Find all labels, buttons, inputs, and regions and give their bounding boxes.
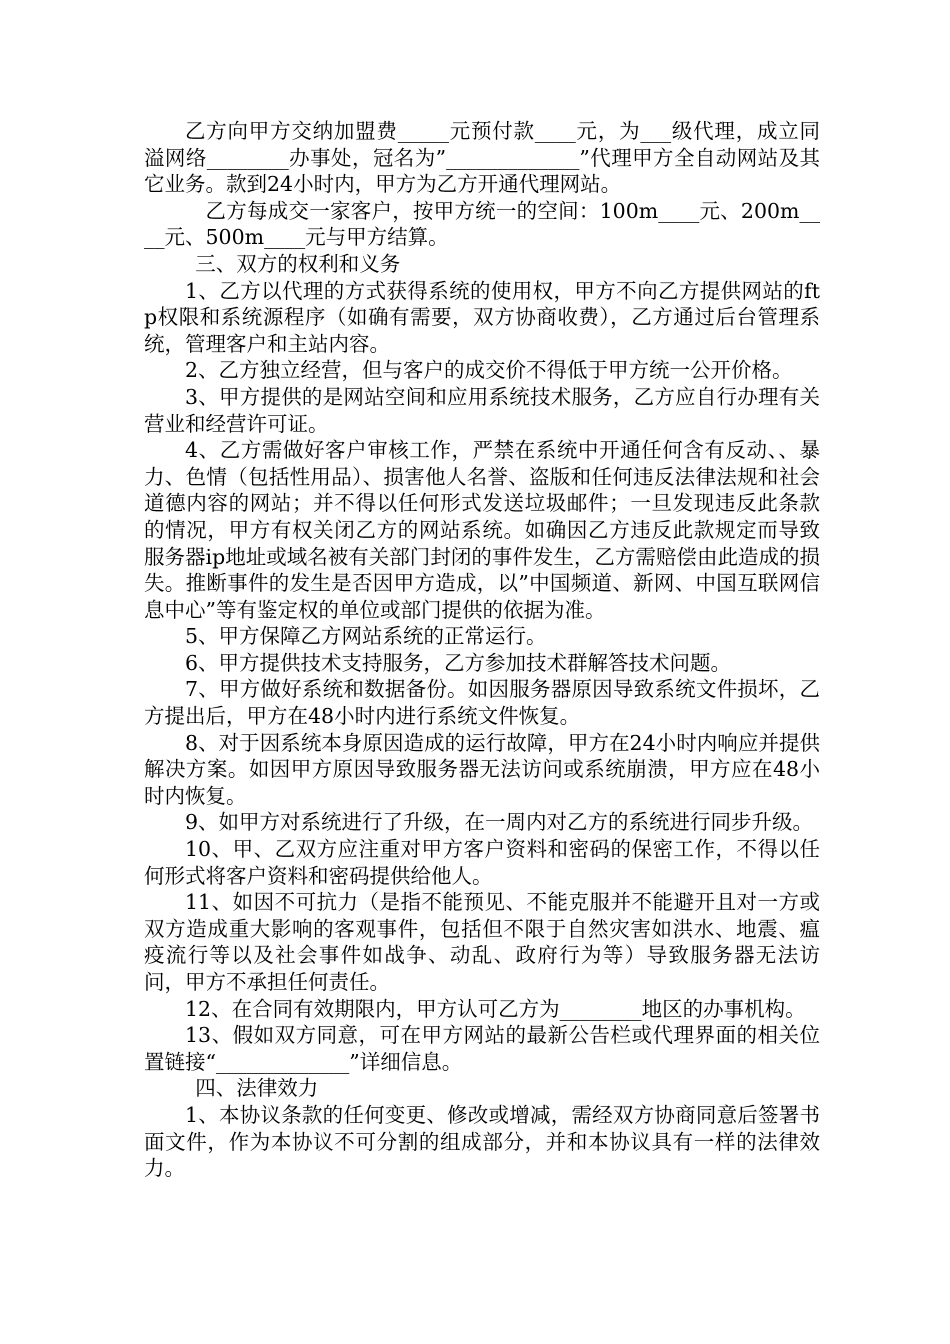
clause-9: 9、如甲方对系统进行了升级，在一周内对乙方的系统进行同步升级。 [185, 810, 814, 835]
section-heading-rights: 三、双方的权利和义务 [195, 251, 401, 276]
clause-8: 8、对于因系统本身原因造成的运行故障，甲方在24小时内响应并提供解决方案。如因甲方原因导致服务器无法访问或系统崩溃，甲方应在48小时内恢复。 [144, 730, 820, 808]
clause-7: 7、甲方做好系统和数据备份。如因服务器原因导致系统文件损坏，乙方提出后，甲方在48小时内进行系统文件恢复。 [144, 677, 820, 729]
clause-2: 2、乙方独立经营，但与客户的成交价不得低于甲方统一公开价格。 [185, 358, 793, 383]
clause-10: 10、甲、乙双方应注重对甲方客户资料和密码的保密工作，不得以任何形式将客户资料和密码提供给他人。 [144, 837, 820, 888]
legal-clause-1: 1、本协议条款的任何变更、修改或增减，需经双方协商同意后签署书面文件，作为本协议不可分割的组成部分，并和本协议具有一样的法律效力。 [144, 1102, 820, 1181]
document-body [144, 118, 820, 1182]
clause-11: 11、如因不可抗力（是指不能预见、不能克服并不能避开且对一方或双方造成重大影响的客观事件，包括但不限于自然灾害如洪水、地震、瘟疫流行等以及社会事件如战争、动乱、政府行为等）导致服务器无法访问，甲方不承担任何责任。 [144, 890, 820, 994]
paragraph-franchise-fee: 乙方向甲方交纳加盟费_____元预付款____元，为___级代理，成立同溢网络________办事处，冠名为”_____________”代理甲方全自动网站及其它业务。款到24小时内，甲方为乙方开通代理网站。 [144, 119, 820, 197]
clause-4: 4、乙方需做好客户审核工作，严禁在系统中开通任何含有反动、、暴力、色情（包括性用品）、损害他人名誉、盗版和任何违反法律法规和社会道德内容的网站；并不得以任何形式发送垃圾邮件；一旦发现违反此条款的情况，甲方有权关闭乙方的网站系统。如确因乙方违反此款规定而导致服务器ip地址或域名被有关部门封闭的事件发生，乙方需赔偿由此造成的损失。推断事件的发生是否因甲方造成，以”中国频道、新网、中国互联网信息中心”等有鉴定权的单位或部门提供的依据为准。 [144, 438, 820, 622]
clause-6: 6、甲方提供技术支持服务，乙方参加技术群解答技术问题。 [185, 650, 732, 675]
clause-1: 1、乙方以代理的方式获得系统的使用权，甲方不向乙方提供网站的ftp权限和系统源程序（如确有需要，双方协商收费），乙方通过后台管理系统，管理客户和主站内容。 [144, 278, 820, 356]
clause-3: 3、甲方提供的是网站空间和应用系统技术服务，乙方应自行办理有关营业和经营许可证。 [144, 384, 820, 436]
paragraph-settlement: 乙方每成交一家客户，按甲方统一的空间：100m____元、200m____元、500m____元与甲方结算。 [144, 198, 820, 250]
clause-13: 13、假如双方同意，可在甲方网站的最新公告栏或代理界面的相关位置链接“_____________”详细信息。 [144, 1023, 820, 1074]
section-heading-legal-effect: 四、法律效力 [195, 1076, 319, 1101]
clause-12: 12、在合同有效期限内，甲方认可乙方为________地区的办事机构。 [185, 996, 806, 1021]
clause-5: 5、甲方保障乙方网站系统的正常运行。 [185, 624, 547, 649]
